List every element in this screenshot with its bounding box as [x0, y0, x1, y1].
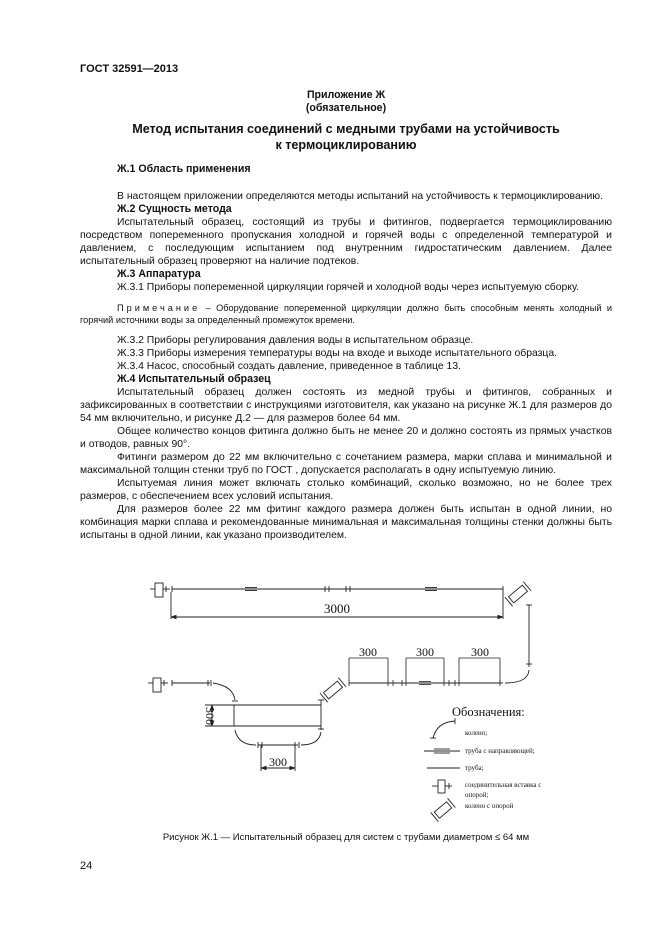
pipe-with-guide-icon — [424, 749, 460, 753]
coupling-with-support-icon — [150, 583, 170, 597]
dimension-label: 300 — [471, 645, 489, 659]
appendix-status: (обязательное) — [305, 102, 387, 114]
legend-item: соединительная вставка с — [465, 781, 542, 789]
elbow-with-support-icon — [505, 582, 531, 607]
appendix-label: Приложение Ж — [306, 89, 386, 101]
note-text: – Оборудование попеременной циркуляции должно быть способным менять холодный и горячий источники воды за определенный промежуток времени. — [80, 303, 612, 325]
figure-caption: Рисунок Ж.1 — Испытательный образец для систем с трубами диаметром ≤ 64 мм — [162, 832, 530, 843]
paragraph: Ж.3.3 Приборы измерения температуры воды на входе и выходе испытательного образца. — [117, 348, 558, 359]
paragraph: Для размеров более 22 мм фитинг каждого размера должен быть испытан в одной линии, но комбинация марки сплава и рекомендованные минимальная и максимальная толщины стенки должны быть испытаны в одной линии, как указано производителем. — [80, 504, 612, 541]
dimension-label: 300 — [416, 645, 434, 659]
paragraph: В настоящем приложении определяются методы испытаний на устойчивость к термоциклированию. — [117, 191, 603, 202]
dimension-label: 3000 — [324, 601, 350, 616]
paragraph: Ж.3.2 Приборы регулирования давления воды в испытательном образце. — [117, 335, 474, 346]
legend-title: Обозначения: — [452, 705, 525, 719]
section-heading: Ж.3 Аппаратура — [117, 268, 201, 280]
coupling-with-support-icon — [148, 678, 168, 692]
legend — [424, 718, 460, 822]
paragraph: Фитинги размером до 22 мм включительно с сочетанием размера, марки сплава и минимальной и максимальной толщин стенки труб по ГОСТ , допускается располагать в одну испытуемую линию. — [80, 452, 612, 476]
elbow-icon — [433, 721, 455, 738]
legend-item: колено с опорой — [465, 802, 514, 810]
elbow — [505, 670, 529, 683]
dimension-label: 300 — [203, 707, 217, 725]
note-label: Примечание — [117, 303, 201, 313]
section-heading: Ж.1 Область применения — [117, 163, 251, 175]
legend-item: труба с направляющей; — [465, 747, 535, 755]
title-line-1: Метод испытания соединений с медными трубами на устойчивость — [132, 122, 560, 136]
legend-item: опорой; — [465, 791, 489, 799]
legend-item: колено; — [465, 729, 488, 737]
paragraph: Ж.3.1 Приборы попеременной циркуляции горячей и холодной воды через испытуемую сборку. — [117, 282, 580, 293]
document-header: ГОСТ 32591—2013 — [80, 63, 179, 75]
paragraph: Испытуемая линия может включать столько комбинаций, сколько возможно, но не более трех размеров, с обеспечением всех условий испытания. — [80, 478, 612, 502]
elbow-with-support-icon — [320, 678, 346, 703]
section-heading: Ж.2 Сущность метода — [117, 203, 232, 215]
paragraph: Испытательный образец, состоящий из трубы и фитингов, подвергается термоциклированию посредством попеременного пропускания холодной и горячей воды с определенной температурой и давлением, с последующим испытанием под внутренним гидростатическим давлением. Далее испытательный образец проверяют на наличие подтеков. — [80, 217, 612, 267]
section-heading: Ж.4 Испытательный образец — [117, 373, 271, 385]
elbow-with-support-icon — [431, 798, 456, 821]
paragraph: Общее количество концов фитинга должно быть не менее 20 и должно состоять из прямых участков и отводов, равных 90°. — [80, 426, 612, 450]
legend-item: труба; — [465, 764, 484, 772]
dimension-label: 300 — [359, 645, 377, 659]
coupling-with-support-icon — [432, 780, 452, 793]
paragraph: Ж.3.4 Насос, способный создать давление, приведенное в таблице 13. — [117, 361, 461, 372]
dimension-label: 300 — [269, 755, 287, 769]
page-number: 24 — [80, 860, 93, 872]
paragraph: Испытательный образец должен состоять из медной трубы и фитингов, собранных и зафиксированных в соответствии с инструкциями изготовителя, как указано на рисунке Ж.1 для размеров до 54 мм включительно, и рисунке Д.2 — для размеров более 64 мм. — [80, 387, 612, 424]
title-line-2: к термоциклированию — [275, 138, 417, 152]
